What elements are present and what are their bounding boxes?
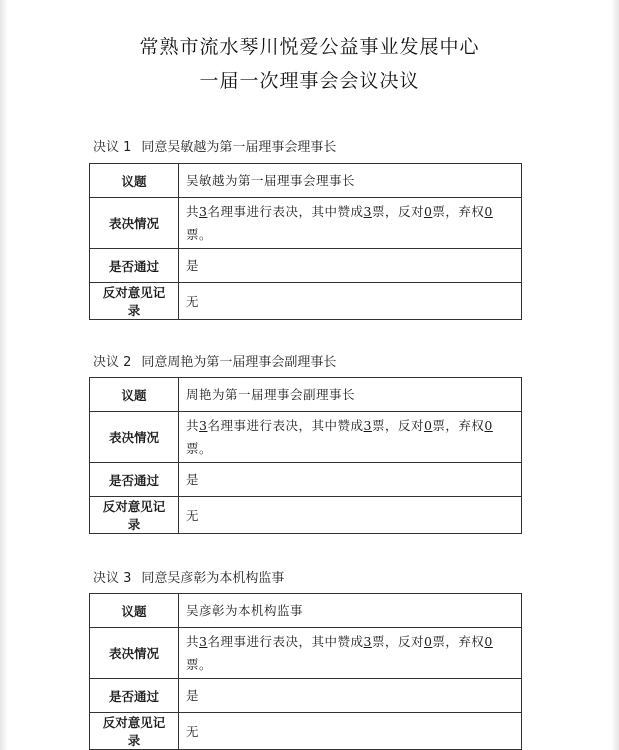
vote-label: 表决情况 <box>90 628 179 679</box>
document-title-line2: 一届一次理事会会议决议 <box>199 70 420 92</box>
vote-abstain: 0 <box>484 204 493 219</box>
page-edge-right <box>611 0 619 750</box>
objection-label: 反对意见记录 <box>90 283 179 320</box>
table-row-objection <box>90 713 522 750</box>
table-row-passed <box>90 249 522 283</box>
resolution-3-heading <box>93 567 284 586</box>
vote-abstain: 0 <box>484 418 493 433</box>
vote-total: 3 <box>199 418 208 433</box>
resolution-2-heading <box>93 351 336 370</box>
resolution-3-table <box>89 593 522 750</box>
vote-value: 共3名理事进行表决，其中赞成3票，反对0票，弃权0票。 <box>179 198 522 249</box>
passed-value: 是 <box>179 463 522 497</box>
page-edge-left <box>0 0 8 750</box>
objection-value: 无 <box>179 283 522 320</box>
vote-abstain: 0 <box>484 634 493 649</box>
table-row-objection <box>90 283 522 320</box>
passed-value: 是 <box>179 679 522 713</box>
vote-yes: 3 <box>363 204 372 219</box>
resolution-number: 决议 1 <box>93 140 132 155</box>
vote-yes: 3 <box>363 418 372 433</box>
topic-value: 吴敏越为第一届理事会理事长 <box>179 164 522 198</box>
vote-value: 共3名理事进行表决，其中赞成3票，反对0票，弃权0票。 <box>179 628 522 679</box>
table-row-passed <box>90 679 522 713</box>
topic-label: 议题 <box>90 164 179 198</box>
passed-value: 是 <box>179 249 522 283</box>
table-row-objection <box>90 497 522 534</box>
vote-no: 0 <box>423 418 433 433</box>
resolution-heading-text: 同意周艳为第一届理事会副理事长 <box>141 355 337 370</box>
topic-label: 议题 <box>90 594 179 628</box>
objection-value: 无 <box>179 497 522 534</box>
table-row-topic <box>90 594 522 628</box>
vote-total: 3 <box>199 204 208 219</box>
passed-label: 是否通过 <box>90 249 179 283</box>
table-row-topic <box>90 378 522 412</box>
table-row-vote <box>90 628 522 679</box>
objection-value: 无 <box>179 713 522 750</box>
vote-label: 表决情况 <box>90 412 179 463</box>
resolution-heading-text: 同意吴彦彰为本机构监事 <box>141 571 285 586</box>
document-title-line1: 常熟市流水琴川悦爱公益事业发展中心 <box>139 36 480 58</box>
resolution-1-heading <box>93 136 336 155</box>
passed-label: 是否通过 <box>90 679 179 713</box>
topic-value: 周艳为第一届理事会副理事长 <box>179 378 522 412</box>
vote-no: 0 <box>423 634 433 649</box>
table-row-vote <box>90 198 522 249</box>
objection-label: 反对意见记录 <box>90 497 179 534</box>
objection-label: 反对意见记录 <box>90 713 179 750</box>
resolution-1-table <box>89 163 522 320</box>
vote-total: 3 <box>199 634 208 649</box>
topic-value: 吴彦彰为本机构监事 <box>179 594 522 628</box>
vote-yes: 3 <box>363 634 372 649</box>
table-row-topic <box>90 164 522 198</box>
passed-label: 是否通过 <box>90 463 179 497</box>
table-row-vote <box>90 412 522 463</box>
resolution-number: 决议 2 <box>93 355 132 370</box>
vote-no: 0 <box>423 204 433 219</box>
resolution-heading-text: 同意吴敏越为第一届理事会理事长 <box>141 140 337 155</box>
vote-value: 共3名理事进行表决，其中赞成3票，反对0票，弃权0票。 <box>179 412 522 463</box>
resolution-number: 决议 3 <box>93 571 132 586</box>
resolution-2-table <box>89 377 522 534</box>
topic-label: 议题 <box>90 378 179 412</box>
vote-label: 表决情况 <box>90 198 179 249</box>
table-row-passed <box>90 463 522 497</box>
